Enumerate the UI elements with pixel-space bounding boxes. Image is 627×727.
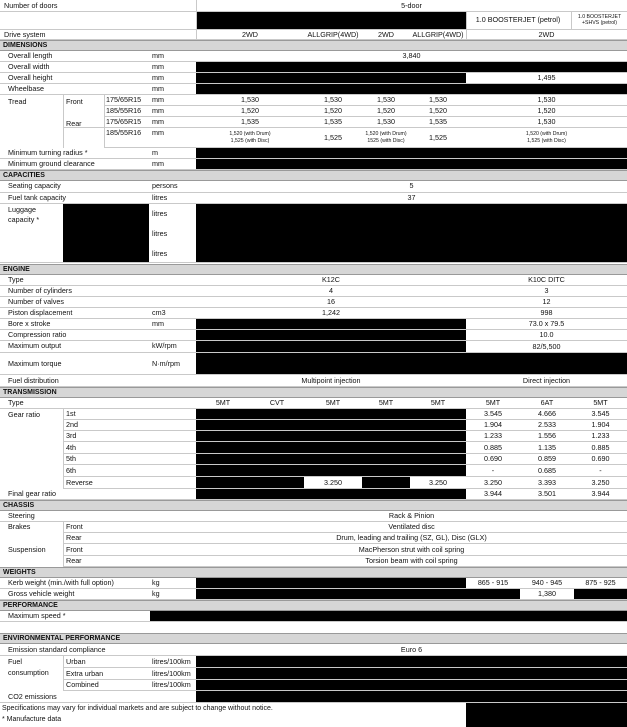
- tread-value: 1,535: [324, 117, 342, 126]
- overall-width-row: [0, 62, 627, 73]
- tread-unit: mm: [152, 95, 164, 104]
- luggage-label-2: capacity *: [8, 215, 40, 224]
- drive-col1: 2WD: [242, 30, 258, 39]
- section-performance: PERFORMANCE: [0, 600, 627, 611]
- tread-value: 1,530: [537, 117, 556, 126]
- emission-row: [0, 644, 627, 656]
- fuel-distribution-a: Multipoint injection: [301, 376, 361, 385]
- section-chassis: CHASSIS: [0, 500, 627, 511]
- transmission-type: 5MT: [378, 398, 394, 407]
- tread-value: 1,520: [537, 106, 556, 115]
- fuel-unit: litres/100km: [152, 669, 191, 678]
- luggage-unit: litres: [152, 209, 168, 218]
- overall-width-label: Overall width: [8, 62, 50, 71]
- wheelbase-label: Wheelbase: [8, 84, 44, 93]
- compression-label: Compression ratio: [8, 330, 67, 339]
- fuel-unit: litres/100km: [152, 680, 191, 689]
- redacted-block: [196, 656, 627, 667]
- gvw-unit: kg: [152, 589, 160, 598]
- max-torque-unit: N·m/rpm: [152, 359, 180, 368]
- divider: [196, 0, 197, 40]
- overall-height-row: [0, 73, 627, 84]
- overall-height-unit: mm: [152, 73, 164, 82]
- engine-type-label: Type: [8, 275, 24, 284]
- overall-height-value: 1,495: [537, 73, 556, 82]
- seating-label: Seating capacity: [8, 181, 61, 190]
- final-gear-row: [0, 489, 627, 500]
- gear-ratio: -: [599, 466, 602, 475]
- redacted-block: [196, 62, 627, 72]
- seating-row: [0, 181, 627, 193]
- bore-stroke-b: 73.0 x 79.5: [528, 319, 565, 328]
- gear-ratio: 3.545: [484, 409, 502, 418]
- redacted-block: [466, 589, 520, 599]
- cylinders-row: [0, 286, 627, 297]
- displacement-label: Piston displacement: [8, 308, 73, 317]
- tread-value: 1525 (with Disc): [367, 138, 405, 144]
- tread-value: 1,520: [324, 106, 342, 115]
- gear-ratio: 3.393: [538, 478, 556, 487]
- emission-value: Euro 6: [400, 645, 423, 654]
- tread-unit: mm: [152, 128, 164, 137]
- gear-label: 4th: [66, 443, 76, 452]
- gear-ratio: 1.904: [591, 420, 610, 429]
- luggage-unit: litres: [152, 249, 168, 258]
- wheelbase-row: [0, 84, 627, 95]
- emission-label: Emission standard compliance: [8, 645, 106, 654]
- tread-rear-175-row: [63, 117, 627, 128]
- fuel-tank-unit: litres: [152, 193, 168, 202]
- tread-value: 1,535: [241, 117, 259, 126]
- max-output-row: [0, 341, 627, 353]
- drive-col5: 2WD: [538, 30, 555, 39]
- max-torque-label: Maximum torque: [8, 359, 62, 368]
- gear-label: 5th: [66, 454, 76, 463]
- brakes-front-value: Ventilated disc: [388, 522, 435, 531]
- divider: [466, 12, 467, 40]
- transmission-type: 5MT: [325, 398, 341, 407]
- gear-ratio-label: Gear ratio: [8, 410, 40, 419]
- final-gear-label: Final gear ratio: [8, 489, 56, 498]
- gear-ratio: 1.904: [484, 420, 502, 429]
- ground-clearance-unit: mm: [152, 159, 164, 168]
- redacted-block: [196, 668, 627, 679]
- valves-a: 16: [327, 297, 335, 306]
- tread-value: 1,520: [429, 106, 447, 115]
- gear-row: [63, 477, 627, 489]
- redacted-block: [574, 589, 627, 599]
- tread-value: 1,520: [377, 106, 395, 115]
- gear-ratio: 2.533: [538, 420, 556, 429]
- tread-unit: mm: [152, 106, 164, 115]
- section-weights: WEIGHTS: [0, 567, 627, 578]
- turning-radius-row: [0, 148, 627, 159]
- rear-label: Rear: [66, 556, 82, 565]
- displacement-row: [0, 308, 627, 319]
- fuel-tank-value: 37: [407, 193, 416, 202]
- overall-length-value: 3,840: [402, 51, 421, 60]
- drive-row: [0, 30, 627, 40]
- gear-ratio: 0.685: [538, 466, 556, 475]
- fuel-tank-row: [0, 193, 627, 204]
- overall-length-row: [0, 51, 627, 62]
- tread-rear-label: Rear: [66, 119, 82, 128]
- redacted-block: [196, 341, 466, 352]
- turning-radius-label: Minimum turning radius *: [8, 148, 88, 157]
- manufacture-footnote: * Manufacture data: [2, 716, 62, 723]
- transmission-type: 6AT: [540, 398, 554, 407]
- tread-value: 1,525: [429, 133, 447, 142]
- gear-label: 1st: [66, 409, 76, 418]
- gear-label: 2nd: [66, 420, 78, 429]
- valves-b: 12: [542, 297, 551, 306]
- redacted-block: [196, 12, 466, 29]
- redacted-block: [196, 330, 466, 340]
- steering-label: Steering: [8, 511, 35, 520]
- fuel-urban-label: Urban: [66, 657, 86, 666]
- drive-col2: ALLGRIP(4WD): [307, 30, 359, 39]
- ground-clearance-label: Minimum ground clearance: [8, 159, 95, 168]
- gear-ratio: 4.666: [538, 409, 556, 418]
- fuel-urban-row: [63, 656, 627, 668]
- gear-label: 3rd: [66, 431, 77, 440]
- engine-type-b: K10C DITC: [528, 275, 565, 284]
- section-environmental: ENVIRONMENTAL PERFORMANCE: [0, 633, 627, 644]
- overall-width-unit: mm: [152, 62, 164, 71]
- gvw-row: [0, 589, 627, 600]
- tread-value: 1,520: [241, 106, 259, 115]
- displacement-b: 998: [540, 308, 553, 317]
- redacted-block: [196, 589, 466, 599]
- displacement-a: 1,242: [322, 308, 340, 317]
- redacted-block: [196, 148, 627, 158]
- gear-ratio: 0.859: [538, 454, 556, 463]
- transmission-type: CVT: [269, 398, 285, 407]
- transmission-type: 5MT: [430, 398, 446, 407]
- gear-ratio: 0.690: [591, 454, 610, 463]
- kerb-weight-a: 865 - 915: [477, 578, 509, 587]
- redacted-block: [196, 578, 466, 588]
- brakes-rear-row: [63, 533, 627, 544]
- gear-row: [63, 465, 627, 477]
- fuel-tank-label: Fuel tank capacity: [8, 193, 66, 202]
- gear-row: [63, 431, 627, 442]
- transmission-type: 5MT: [593, 398, 608, 407]
- fuel-consumption-label: Fuel: [8, 657, 22, 666]
- overall-length-label: Overall length: [8, 51, 53, 60]
- overall-height-label: Overall height: [8, 73, 53, 82]
- kerb-weight-c: 875 - 925: [585, 578, 616, 587]
- tread-value: 1,520 (with Drum): [365, 131, 407, 137]
- tread-value: 1,530: [537, 95, 556, 104]
- spacer-row: [0, 622, 627, 633]
- redacted-block: [63, 204, 149, 262]
- valves-row: [0, 297, 627, 308]
- redacted-block: [196, 353, 627, 374]
- final-gear-value: 3.944: [484, 489, 502, 498]
- tread-value: 1,535: [429, 117, 447, 126]
- redacted-block: [196, 204, 627, 262]
- max-torque-row: [0, 353, 627, 375]
- fuel-extra-urban-row: [63, 668, 627, 680]
- section-capacities: CAPACITIES: [0, 170, 627, 181]
- brakes-front-row: [63, 522, 627, 533]
- tyre-size: 175/65R15: [106, 95, 142, 104]
- final-gear-value: 3.944: [591, 489, 610, 498]
- doors-value: 5-door: [401, 1, 422, 10]
- gear-row: [63, 454, 627, 465]
- spec-footnote: Specifications may vary for individual markets and are subject to change without notice.: [2, 705, 273, 712]
- gear-ratio: -: [491, 466, 495, 475]
- doors-row: [0, 0, 627, 12]
- tread-front-label: Front: [66, 97, 83, 106]
- gear-ratio: 1.233: [484, 431, 502, 440]
- overall-length-unit: mm: [152, 51, 164, 60]
- redacted-block: [196, 691, 627, 702]
- section-dimensions: DIMENSIONS: [0, 40, 627, 51]
- suspension-rear-value: Torsion beam with coil spring: [365, 556, 458, 565]
- tread-value: 1,530: [377, 117, 395, 126]
- tread-value: 1,530: [429, 95, 447, 104]
- tread-value: 1,525: [324, 133, 342, 142]
- suspension-rear-row: [63, 556, 627, 567]
- divider: [571, 12, 572, 30]
- fuel-distribution-b: Direct injection: [522, 376, 571, 385]
- transmission-type: 5MT: [215, 398, 231, 407]
- tread-value: 1,530: [377, 95, 395, 104]
- gear-ratio: 3.250: [324, 478, 342, 487]
- turning-radius-unit: m: [152, 148, 158, 157]
- drive-col3: 2WD: [378, 30, 394, 39]
- compression-row: [0, 330, 627, 341]
- rear-label: Rear: [66, 533, 82, 542]
- gear-ratio: 3.250: [484, 478, 502, 487]
- gear-ratio: 1.556: [538, 431, 556, 440]
- brakes-label: Brakes: [8, 522, 31, 531]
- tread-label: Tread: [8, 97, 27, 106]
- front-label: Front: [66, 545, 83, 554]
- steering-value: Rack & Pinion: [388, 511, 435, 520]
- cylinders-b: 3: [544, 286, 549, 295]
- fuel-consumption-label-2: consumption: [8, 668, 49, 677]
- tyre-size: 185/55R16: [106, 128, 142, 137]
- bore-stroke-label: Bore x stroke: [8, 319, 51, 328]
- tyre-size: 185/55R16: [106, 106, 142, 115]
- gvw-value: 1,380: [538, 589, 556, 598]
- bore-stroke-row: [0, 319, 627, 330]
- tread-front-175-row: [104, 95, 627, 106]
- gvw-label: Gross vehicle weight: [8, 589, 75, 598]
- kerb-weight-unit: kg: [152, 578, 160, 587]
- brakes-rear-value: Drum, leading and trailing (SZ, GL), Disc (GLX): [336, 533, 487, 542]
- steering-row: [0, 511, 627, 522]
- tread-value: 1,525 (with Disc): [230, 138, 270, 144]
- tread-value: 1,520 (with Drum): [229, 131, 271, 137]
- tread-unit: mm: [152, 117, 164, 126]
- fuel-combined-row: [63, 680, 627, 691]
- cylinders-label: Number of cylinders: [8, 286, 72, 295]
- doors-label: Number of doors: [4, 1, 58, 10]
- wheelbase-unit: mm: [152, 84, 164, 93]
- redacted-block: [196, 489, 466, 499]
- seating-value: 5: [409, 181, 414, 190]
- tyre-size: 175/65R15: [106, 117, 142, 126]
- gear-ratio: 3.545: [591, 409, 610, 418]
- gear-ratio: 0.885: [484, 443, 502, 452]
- gear-label: Reverse: [66, 478, 93, 487]
- fuel-combined-label: Combined: [66, 680, 99, 689]
- luggage-row: [0, 204, 627, 263]
- displacement-unit: cm3: [152, 308, 166, 317]
- max-speed-label: Maximum speed *: [8, 611, 66, 620]
- max-output-unit: kW/rpm: [152, 341, 177, 350]
- luggage-unit: litres: [152, 229, 168, 238]
- redacted-block: [150, 611, 627, 621]
- cylinders-a: 4: [329, 286, 333, 295]
- transmission-type-label: Type: [8, 398, 24, 407]
- engine-shvs-label: 1.0 BOOSTERJET +SHVS (petrol): [577, 14, 622, 26]
- tread-value: 1,520 (with Drum): [525, 131, 568, 137]
- fuel-unit: litres/100km: [152, 657, 191, 666]
- engine-type-a: K12C: [322, 275, 340, 284]
- compression-b: 10.0: [539, 330, 554, 339]
- kerb-weight-label: Kerb weight (min./with full option): [8, 578, 114, 587]
- redacted-block: [196, 73, 466, 83]
- seating-unit: persons: [152, 181, 178, 190]
- engine-petrol-label: 1.0 BOOSTERJET (petrol): [475, 15, 561, 24]
- suspension-front-row: [63, 544, 627, 556]
- ground-clearance-row: [0, 159, 627, 170]
- gear-row: [63, 420, 627, 431]
- fuel-distribution-label: Fuel distribution: [8, 376, 59, 385]
- co2-label: CO2 emissions: [8, 692, 57, 701]
- tread-value: 1,530: [324, 95, 342, 104]
- suspension-front-value: MacPherson strut with coil spring: [358, 545, 465, 554]
- tread-front-185-row: [104, 106, 627, 117]
- tread-value: 1,530: [241, 95, 259, 104]
- fuel-extra-urban-label: Extra urban: [66, 669, 104, 678]
- kerb-weight-b: 940 - 945: [531, 578, 563, 587]
- gear-ratio: 0.885: [591, 443, 610, 452]
- transmission-type-row: [0, 398, 627, 409]
- suspension-label: Suspension: [8, 545, 46, 554]
- drive-col4: ALLGRIP(4WD): [412, 30, 464, 39]
- front-label: Front: [66, 522, 83, 531]
- transmission-type: 5MT: [485, 398, 501, 407]
- final-gear-value: 3.501: [538, 489, 556, 498]
- redacted-block: [196, 84, 627, 94]
- redacted-block: [196, 319, 466, 329]
- gear-ratio: 1.135: [538, 443, 556, 452]
- redacted-block: [196, 680, 627, 690]
- gear-label: 6th: [66, 466, 76, 475]
- redacted-block: [466, 703, 627, 727]
- drive-label: Drive system: [4, 30, 46, 39]
- gear-ratio: 3.250: [429, 478, 447, 487]
- max-speed-row: [0, 611, 627, 622]
- gear-row: [63, 409, 627, 420]
- max-output-b: 82/5,500: [532, 342, 561, 351]
- luggage-label: Luggage: [8, 205, 36, 214]
- gear-ratio: 3.250: [591, 478, 610, 487]
- co2-row: [0, 691, 627, 703]
- gear-row: [63, 442, 627, 454]
- kerb-weight-row: [0, 578, 627, 589]
- gear-ratio: 1.233: [591, 431, 610, 440]
- gear-ratio: 0.690: [484, 454, 502, 463]
- redacted-block: [196, 159, 627, 169]
- fuel-distribution-row: [0, 375, 627, 387]
- engine-header-row: [0, 12, 627, 30]
- engine-type-row: [0, 275, 627, 286]
- section-engine: ENGINE: [0, 264, 627, 275]
- valves-label: Number of valves: [8, 297, 64, 306]
- section-transmission: TRANSMISSION: [0, 387, 627, 398]
- tread-value: 1,525 (with Disc): [527, 138, 566, 144]
- bore-stroke-unit: mm: [152, 319, 164, 328]
- tread-rear-185-row: [104, 128, 627, 148]
- max-output-label: Maximum output: [8, 341, 62, 350]
